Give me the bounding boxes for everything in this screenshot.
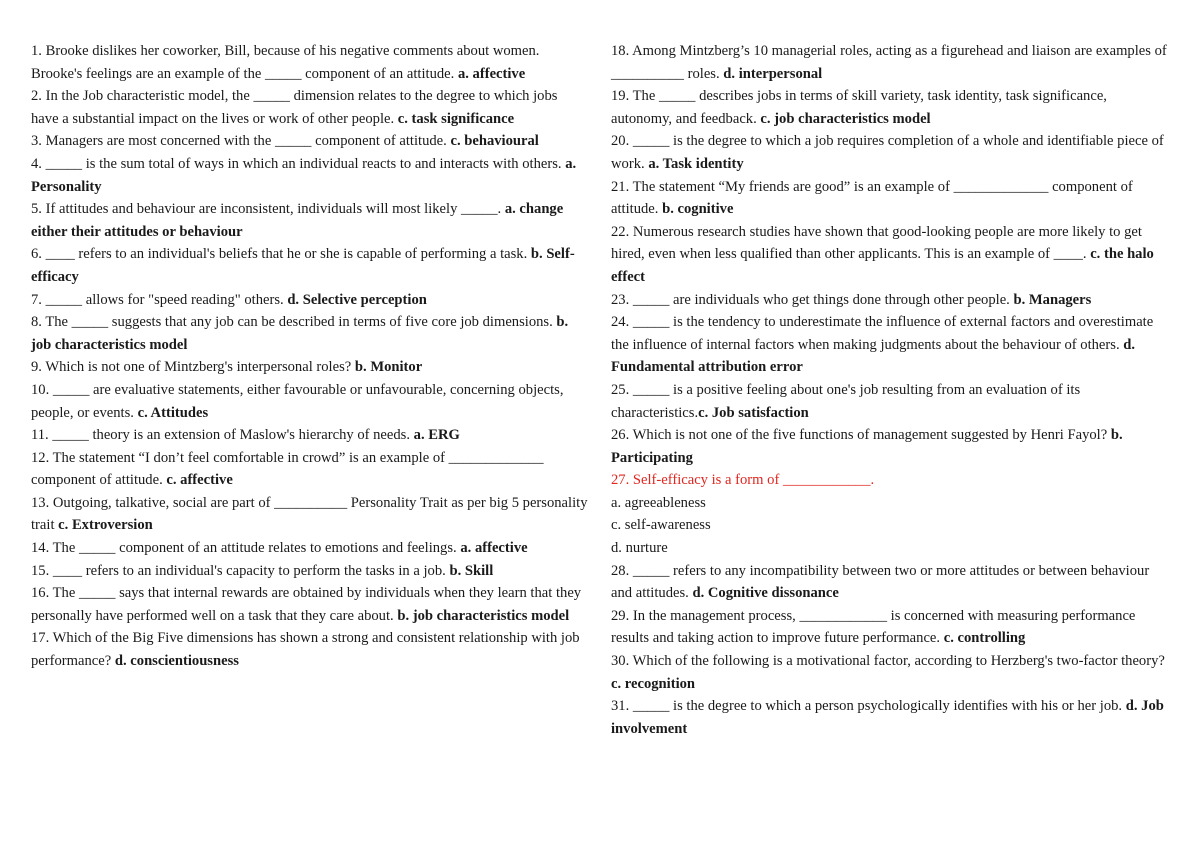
question-15 xyxy=(31,560,588,583)
answer: c. Attitudes xyxy=(137,404,209,421)
question-text: 17. Which of the Big Five dimensions has shown a strong and consistent relationship with job performance? xyxy=(31,630,580,670)
question-21 xyxy=(611,176,1168,221)
question-16 xyxy=(31,582,588,627)
question-text: 19. The _____ describes jobs in terms of skill variety, task identity, task significance, autonomy, and feedback. xyxy=(611,88,1107,127)
question-text: 31. _____ is the degree to which a person psychologically identifies with his or her job. xyxy=(611,698,1123,715)
question-9 xyxy=(31,356,588,379)
question-8 xyxy=(31,311,588,356)
question-20 xyxy=(611,130,1168,175)
question-text: 29. In the management process, ____________ is concerned with measuring performance results and taking action to improve future performance. xyxy=(611,607,1136,647)
question-31 xyxy=(611,695,1168,740)
question-text: 9. Which is not one of Mintzberg's interpersonal roles? xyxy=(31,359,352,376)
question-24 xyxy=(611,311,1168,379)
question-text: 6. ____ refers to an individual's beliefs that he or she is capable of performing a task. xyxy=(31,246,528,263)
question-13 xyxy=(31,492,588,537)
option-d: d. nurture xyxy=(611,540,668,557)
question-1 xyxy=(31,40,588,85)
question-23 xyxy=(611,289,1168,312)
question-26 xyxy=(611,424,1168,469)
question-text: 23. _____ are individuals who get things done through other people. xyxy=(611,291,1010,308)
answer: c. Job satisfaction xyxy=(698,404,809,421)
question-text: 28. _____ refers to any incompatibility between two or more attitudes or between behaviour and attitudes. xyxy=(611,562,1150,602)
answer: c. affective xyxy=(166,472,233,489)
answer: b. Participating xyxy=(611,427,1123,466)
question-30 xyxy=(611,650,1168,695)
question-3 xyxy=(31,130,588,153)
answer: d. Selective perception xyxy=(287,291,427,308)
question-29 xyxy=(611,605,1168,650)
answer: a. ERG xyxy=(413,427,460,444)
question-text: 16. The _____ says that internal rewards are obtained by individuals when they learn that they personally have performed well on a task that they care about. xyxy=(31,585,582,624)
answer: d. Job involvement xyxy=(611,698,1164,737)
question-text: 20. _____ is the degree to which a job requires completion of a whole and identifiable piece of work. xyxy=(611,133,1164,172)
question-text: 10. _____ are evaluative statements, either favourable or unfavourable, concerning objects, people, or events. xyxy=(31,381,564,421)
question-text: 26. Which is not one of the five functions of management suggested by Henri Fayol? xyxy=(611,427,1108,444)
answer: b. Skill xyxy=(449,562,494,579)
question-4 xyxy=(31,153,588,198)
answer: d. interpersonal xyxy=(723,65,823,82)
question-6 xyxy=(31,243,588,288)
question-text: 14. The _____ component of an attitude relates to emotions and feelings. xyxy=(31,540,457,557)
answer: b. job characteristics model xyxy=(397,607,570,624)
answer: b. Managers xyxy=(1013,291,1092,308)
question-22 xyxy=(611,221,1168,289)
question-text: 24. _____ is the tendency to underestimate the influence of external factors and overestimate the influence of internal factors when making judgments about the behaviour of others. xyxy=(611,314,1154,353)
answer: a. affective xyxy=(460,540,528,557)
answer: b. Self-efficacy xyxy=(31,246,575,285)
question-text: 11. _____ theory is an extension of Maslow's hierarchy of needs. xyxy=(31,427,411,444)
question-text: 30. Which of the following is a motivational factor, according to Herzberg's two-factor theory? xyxy=(611,653,1165,670)
answer: c. controlling xyxy=(943,630,1026,647)
question-14 xyxy=(31,537,588,560)
question-5 xyxy=(31,198,588,243)
question-18 xyxy=(611,40,1168,85)
question-12 xyxy=(31,447,588,492)
answer: a. Task identity xyxy=(648,155,744,172)
option-c: c. self-awareness xyxy=(611,517,711,534)
answer: b. cognitive xyxy=(662,201,734,218)
option-a: a. agreeableness xyxy=(611,494,706,511)
question-text: 12. The statement “I don’t feel comfortable in crowd” is an example of _____________ component of attitude. xyxy=(31,449,544,489)
question-27 xyxy=(611,469,1168,492)
question-text: 13. Outgoing, talkative, social are part of __________ Personality Trait as per big 5 personality trait xyxy=(31,494,588,534)
question-text: 7. _____ allows for "speed reading" others. xyxy=(31,291,284,308)
question-text: 2. In the Job characteristic model, the _____ dimension relates to the degree to which jobs have a substantial impact on the lives or work of other people. xyxy=(31,88,558,127)
question-text: 8. The _____ suggests that any job can be described in terms of five core job dimensions. xyxy=(31,314,553,331)
question-text: 5. If attitudes and behaviour are inconsistent, individuals will most likely _____. xyxy=(31,201,502,218)
answer: c. Extroversion xyxy=(58,517,153,534)
question-text: 15. ____ refers to an individual's capacity to perform the tasks in a job. xyxy=(31,562,446,579)
question-text: 18. Among Mintzberg’s 10 managerial roles, acting as a figurehead and liaison are examples of __________ roles. xyxy=(611,43,1167,82)
question-17 xyxy=(31,627,588,672)
question-text: 21. The statement “My friends are good” is an example of _____________ component of attitude. xyxy=(611,178,1133,218)
question-text: 25. _____ is a positive feeling about one's job resulting from an evaluation of its characteristics. xyxy=(611,381,1081,421)
answer: d. Fundamental attribution error xyxy=(611,336,1136,376)
answer: c. the halo effect xyxy=(611,246,1154,285)
question-2 xyxy=(31,85,588,130)
question-10 xyxy=(31,379,588,424)
question-7 xyxy=(31,289,588,312)
answer: c. recognition xyxy=(611,675,696,692)
question-text: 1. Brooke dislikes her coworker, Bill, because of his negative comments about women. Brooke's feelings are an example of the _____ component of an attitude. xyxy=(31,43,540,82)
question-text: 4. _____ is the sum total of ways in which an individual reacts to and interacts with others. xyxy=(31,155,562,172)
answer: a. Personality xyxy=(31,155,577,195)
question-19 xyxy=(611,85,1168,130)
answer: c. job characteristics model xyxy=(760,110,931,127)
question-11 xyxy=(31,424,588,447)
question-28 xyxy=(611,560,1168,605)
answer: c. task significance xyxy=(397,110,515,127)
question-text: 22. Numerous research studies have shown that good-looking people are more likely to get hired, even when less qualified than other applicants. This is an example of ____. xyxy=(611,223,1142,263)
question-text: 27. Self-efficacy is a form of ____________. xyxy=(611,472,875,489)
answer: b. job characteristics model xyxy=(31,314,569,353)
answer: d. Cognitive dissonance xyxy=(692,585,839,602)
answer: c. behavioural xyxy=(450,133,539,150)
answer: d. conscientiousness xyxy=(114,653,239,670)
question-text: 3. Managers are most concerned with the _____ component of attitude. xyxy=(31,133,447,150)
right-column xyxy=(611,40,1168,740)
question-25 xyxy=(611,379,1168,424)
left-column xyxy=(31,40,588,673)
answer: b. Monitor xyxy=(354,359,423,376)
answer: a. change either their attitudes or behaviour xyxy=(31,201,564,240)
answer: a. affective xyxy=(457,65,526,82)
